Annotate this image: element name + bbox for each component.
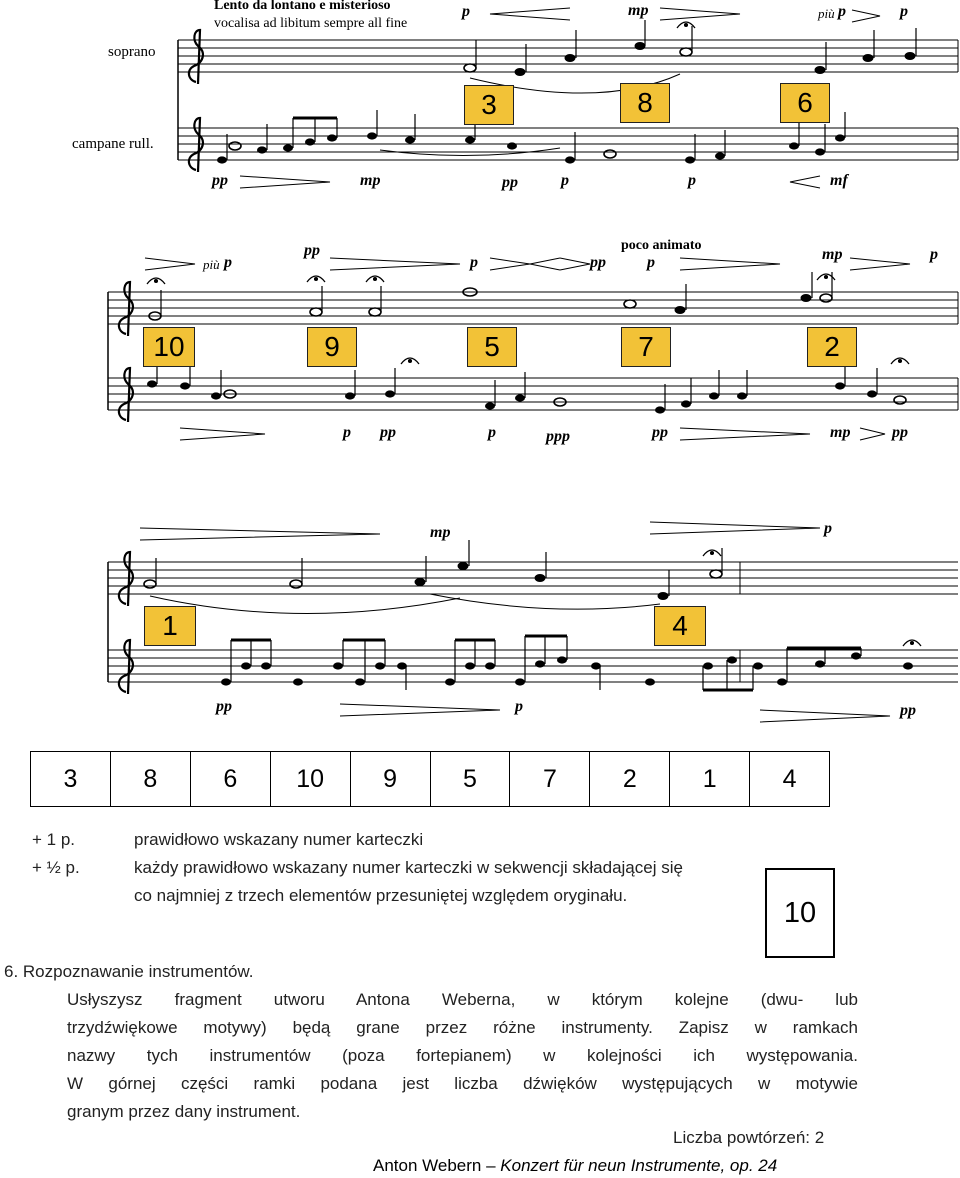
task-paragraph-line: granym przez dany instrument. <box>67 1102 301 1121</box>
dynamic-mark: pp <box>380 424 396 441</box>
dynamic-mark: mf <box>830 172 848 189</box>
part-label-soprano: soprano <box>108 44 156 60</box>
dynamic-mark: pp <box>502 174 518 191</box>
task-heading: 6. Rozpoznawanie instrumentów. <box>4 962 254 981</box>
dynamic-mark: p <box>930 246 938 263</box>
answer-cell: 7 <box>510 752 590 806</box>
scoring-points-2: + ½ p. <box>32 858 80 877</box>
dynamic-mark: p <box>470 254 478 271</box>
dynamic-mark: p <box>488 424 496 441</box>
scoring-text-1: prawidłowo wskazany numer karteczki <box>134 830 424 849</box>
tempo-poco-animato: poco animato <box>621 238 702 253</box>
tempo-subtitle: vocalisa ad libitum sempre all fine <box>214 16 408 31</box>
dynamic-mark: mp <box>822 246 843 263</box>
dynamic-mark: p <box>343 424 351 441</box>
answer-cell: 2 <box>590 752 670 806</box>
answer-cell: 4 <box>782 764 797 793</box>
tempo-title: Lento da lontano e misterioso <box>214 0 391 13</box>
dynamic-mark: pp <box>590 254 606 271</box>
task-paragraph-line: trzydźwiękowe motywy) będą grane przez różne instrumenty. Zapisz w ramkach <box>67 1018 858 1037</box>
task-paragraph-line: nazwy tych instrumentów (poza fortepianem) w kolejności ich występowania. <box>67 1046 858 1065</box>
card-5: 5 <box>467 327 517 367</box>
repeat-count: Liczba powtórzeń: 2 <box>673 1128 825 1147</box>
dynamic-mark: pp <box>900 702 916 719</box>
card-1: 1 <box>144 606 196 646</box>
scoring-text-2: każdy prawidłowo wskazany numer karteczki w sekwencji składającej się <box>134 858 683 877</box>
dynamic-mark: p <box>515 698 523 715</box>
dynamic-mark: p <box>561 172 569 189</box>
dynamic-mark: mp <box>430 524 451 541</box>
dynamic-mark: più <box>203 257 220 272</box>
dynamic-mark: p <box>900 3 908 20</box>
dynamic-mark: p <box>647 254 655 271</box>
staff-s3-bells <box>108 650 958 682</box>
task-paragraph-line: Usłyszysz fragment utworu Antona Weberna, w którym kolejne (dwu- lub <box>67 990 858 1009</box>
dynamic-mark: mp <box>360 172 381 189</box>
card-7: 7 <box>621 327 671 367</box>
dynamic-mark: mp <box>628 2 649 19</box>
dynamic-mark: pp <box>304 242 320 259</box>
card-6: 6 <box>780 83 830 123</box>
dynamic-mark: ppp <box>546 428 570 445</box>
task-paragraph-line: W górnej części ramki podana jest liczba dźwięków występujących w motywie <box>67 1074 858 1093</box>
dynamic-mark: pp <box>652 424 668 441</box>
staff-s2-soprano <box>108 292 958 324</box>
staff-s3-soprano <box>108 562 958 594</box>
part-label-bells: campane rull. <box>72 136 154 152</box>
piece-credit <box>373 1156 777 1176</box>
dynamic-mark: p <box>824 520 832 537</box>
dynamic-mark: pp <box>216 698 232 715</box>
card-3: 3 <box>464 85 514 125</box>
card-10: 10 <box>143 327 195 367</box>
answer-cell: 10 <box>271 752 351 806</box>
answer-cell: 1 <box>670 752 750 806</box>
answer-cell: 8 <box>111 752 191 806</box>
card-2: 2 <box>807 327 857 367</box>
dynamic-mark: p <box>224 254 232 271</box>
dynamic-mark: p <box>838 3 846 20</box>
credit-author: Anton Webern – <box>373 1156 501 1175</box>
dynamic-mark: p <box>688 172 696 189</box>
dynamic-mark: pp <box>892 424 908 441</box>
max-points-box: 10 <box>765 868 835 958</box>
card-4: 4 <box>654 606 706 646</box>
card-9: 9 <box>307 327 357 367</box>
scoring-text-3: co najmniej z trzech elementów przesuniętej względem oryginału. <box>134 886 628 905</box>
dynamic-mark: più <box>818 6 835 21</box>
card-8: 8 <box>620 83 670 123</box>
answer-cell: 6 <box>191 752 271 806</box>
dynamic-mark: mp <box>830 424 851 441</box>
answer-table <box>30 751 830 807</box>
answer-cell: 9 <box>351 752 431 806</box>
dynamic-mark: pp <box>212 172 228 189</box>
dynamic-mark: p <box>462 3 470 20</box>
credit-work: Konzert für neun Instrumente, op. 24 <box>500 1156 778 1175</box>
answer-cell: 3 <box>31 752 111 806</box>
answer-cell: 5 <box>431 752 511 806</box>
scoring-points-1: + 1 p. <box>32 830 76 849</box>
staff-s1-bells <box>178 128 958 160</box>
